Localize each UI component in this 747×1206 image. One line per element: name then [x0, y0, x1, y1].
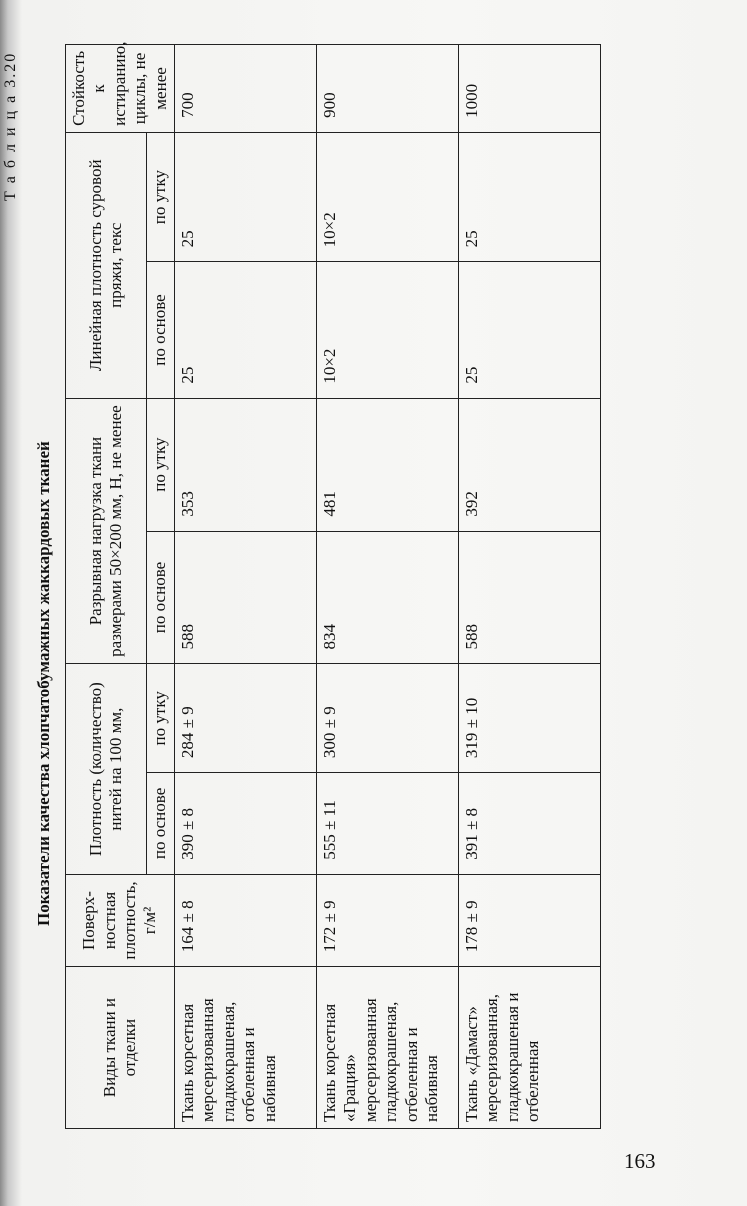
linear-warp-value: 10×2	[316, 262, 458, 398]
load-weft-value: 353	[174, 398, 316, 531]
thread-warp-value: 390 ± 8	[174, 773, 316, 875]
load-weft-value: 392	[458, 398, 600, 531]
load-weft-value: 481	[316, 398, 458, 531]
subheader-load-warp: по основе	[146, 531, 174, 664]
fabric-name: Ткань корсетная «Грация» мерсеризованная гладкокрашеная, отбеленная и набивная	[316, 967, 458, 1129]
thread-warp-value: 555 ± 11	[316, 773, 458, 875]
table-label: Т а б л и ц а 3.20	[2, 51, 19, 201]
quality-table	[65, 41, 601, 1129]
header-abrasion: Стойкость к истиранию, циклы, не менее	[66, 45, 175, 133]
subheader-linear-warp: по основе	[146, 262, 174, 398]
thread-weft-value: 319 ± 10	[458, 664, 600, 773]
abrasion-value: 900	[316, 45, 458, 133]
subheader-load-weft: по утку	[146, 398, 174, 531]
abrasion-value: 1000	[458, 45, 600, 133]
linear-warp-value: 25	[174, 262, 316, 398]
subheader-thread-weft: по утку	[146, 664, 174, 773]
page-number: 163	[624, 1149, 656, 1173]
load-warp-value: 588	[458, 531, 600, 664]
thread-weft-value: 300 ± 9	[316, 664, 458, 773]
load-warp-value: 588	[174, 531, 316, 664]
table-title: Показатели качества хлопчатобумажных жаккардовых тканей	[34, 441, 53, 926]
surface-density-value: 178 ± 9	[458, 874, 600, 966]
subheader-thread-warp: по основе	[146, 773, 174, 875]
subheader-linear-weft: по утку	[146, 132, 174, 261]
surface-density-value: 172 ± 9	[316, 874, 458, 966]
table-row	[316, 45, 458, 1129]
header-surface-density: Поверх-ностная плотность, г/м²	[66, 874, 175, 966]
fabric-name: Ткань корсетная мерсеризованная гладкокрашеная, отбеленная и набивная	[174, 967, 316, 1129]
linear-weft-value: 25	[458, 132, 600, 261]
thread-weft-value: 284 ± 9	[174, 664, 316, 773]
header-breaking-load: Разрывная нагрузка ткани размерами 50×200 мм, Н, не менее	[66, 398, 147, 664]
linear-weft-value: 10×2	[316, 132, 458, 261]
linear-warp-value: 25	[458, 262, 600, 398]
table-row	[174, 45, 316, 1129]
header-fabric-type: Виды ткани и отделки	[66, 967, 175, 1129]
header-linear-density: Линейная плотность суровой пряжи, текс	[66, 132, 147, 398]
linear-weft-value: 25	[174, 132, 316, 261]
fabric-name: Ткань «Дамаст» мерсеризованная, гладкокрашеная и отбеленная	[458, 967, 600, 1129]
table-row	[458, 45, 600, 1129]
surface-density-value: 164 ± 8	[174, 874, 316, 966]
thread-warp-value: 391 ± 8	[458, 773, 600, 875]
load-warp-value: 834	[316, 531, 458, 664]
header-thread-density: Плотность (количество) нитей на 100 мм,	[66, 664, 147, 874]
abrasion-value: 700	[174, 45, 316, 133]
